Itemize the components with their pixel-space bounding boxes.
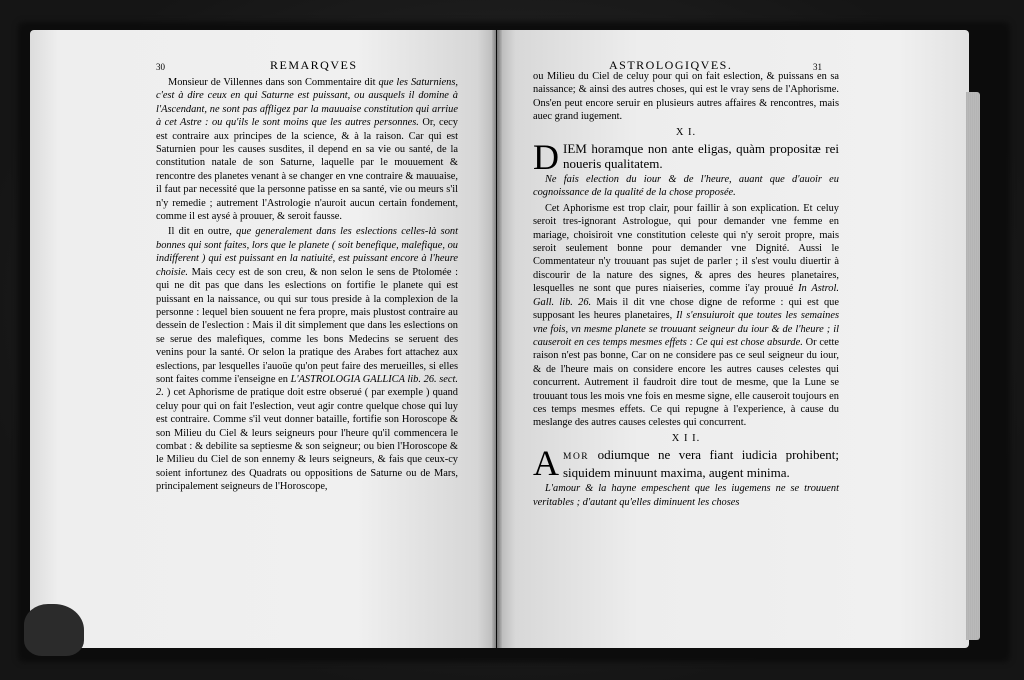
section-xi-dropcap: D bbox=[533, 137, 559, 178]
section-xii-french: L'amour & la hayne empeschent que les iugemens ne se trouuent veritables ; d'autant qu'elles diminuent les choses bbox=[533, 483, 839, 508]
text-run: Mais cecy est de son creu, & non selon le sens de Ptolomée : qui ne dit pas que dans les eslections on fortifie le planete qui est puissant en la naissance, ou qui sur tous preside à la complexion de la personne : lequel bien souuent ne fera propre, mais plustost contraire au dessein de l'eslection : Mais il dit simplement que dans les eslections on se serue des malefiques, comme les bons Medecins se seruent des venins pour la santé. Or selon la pratique des Arabes fort attachez aux eslections, par lesquelles i'auoüe qu'on peut faire des merueilles, si elles sont faites comme i'enseigne en bbox=[156, 266, 458, 385]
text-run: Mais il dit vne chose digne de reforme : qui est que supposant les heures planetaires, bbox=[533, 296, 839, 322]
right-intro-paragraph bbox=[533, 70, 839, 124]
section-xi-commentary bbox=[533, 202, 839, 430]
left-body-text bbox=[156, 76, 458, 496]
right-running-head: ASTROLOGIQVES. bbox=[609, 58, 733, 72]
right-body-text bbox=[533, 70, 839, 511]
section-xi-number: X I. bbox=[675, 126, 697, 138]
left-page-content bbox=[30, 30, 496, 648]
italic-text-run: In Astrol. Gall. lib. 26. bbox=[533, 283, 839, 308]
section-xi-french: Ne fais election du iour & de l'heure, auant que d'auoir eu cognoissance de la qualité de la chose proposée. bbox=[533, 174, 839, 199]
section-xii-latin: odiumque ne vera fiant iudicia prohibent; siquidem minuunt maxima, augent minima. bbox=[563, 447, 839, 481]
section-xi-latin: IEM horamque non ante eligas, quàm propositæ rei noueris qualitatem. bbox=[563, 141, 839, 172]
text-run: ) cet Aphorisme de pratique doit estre obserué ( par exemple ) quand celuy pour qui on fait l'eslection, veut agir contre quelque chose qui luy est contraire. Comme s'il veut donner bataille, fortifie son Horoscope & son Milieu du Ciel & leurs seigneurs pour l'heure qu'il commencera le combat : & debilite sa septiesme & son seigneur; ou bien l'Horoscope & le Milieu du Ciel de son ennemy & leurs seigneurs, & fais que ceux-cy soient infortunez des Quadrats ou oppositions de Saturne ou de Mars, principalement seigneurs de l'Horoscope, bbox=[156, 387, 458, 493]
italic-text-run: L'ASTROLOGIA GALLICA lib. 26. sect. 2. bbox=[156, 373, 459, 399]
text-run: ou Milieu du Ciel de celuy pour qui on fait eslection, & puissans en sa naissance; & ainsi des autres choses, qui est le vray sens de l'Aphorisme. Ons'en peut encore seruir en plusieurs autres affaires & rencontres, mais auec grand iugement. bbox=[533, 71, 839, 123]
section-xii-number: X I I. bbox=[671, 432, 701, 444]
italic-text-run: que generalement dans les eslections celles-là sont bonnes qui sont faites, lors que le planete ( soit benefique, malefique, ou indifferent ) qui est puissant en la natiuité, est puissant encore à l'heure choisie. bbox=[156, 226, 458, 278]
left-running-head: REMARQVES bbox=[270, 58, 358, 72]
section-xii-smallcaps: MOR bbox=[563, 452, 590, 463]
text-run: Il dit en outre, bbox=[168, 226, 237, 238]
right-page-content bbox=[497, 30, 969, 648]
left-paragraph bbox=[156, 225, 458, 493]
section-xi-aphorism bbox=[533, 137, 839, 178]
section-xii-aphorism bbox=[533, 443, 839, 484]
text-run: Or, cecy est contraire aux principes de la science, & à la raison. Car qui est Saturnien pour les causes susdites, il depend en sa vie ou santé, de la constitution natale de son Saturne, laquelle par le mouuement & rencontre des planetes venant à se changer en vne contraire & mauuaise, il faut par necessité que la personne patisse en sa santé, vie ou meurs s'il n'y remedie ; autrement l'Astrologie n'auroit aucun certain fondement, comme il est aysé à prouuer, & seroit fausse. bbox=[156, 117, 458, 223]
italic-text-run: Il s'ensuiuroit que toutes les semaines vne fois, vn mesme planete se trouuant seigneur du iour & de l'heure ; il causeroit en ces temps mesmes effets : Ce qui est chose absurde. bbox=[533, 310, 839, 348]
right-page-number: 31 bbox=[813, 62, 822, 72]
text-run: Monsieur de Villennes dans son Commentaire dit bbox=[168, 77, 379, 88]
text-run: Cet Aphorisme est trop clair, pour faillir à son explication. Et celuy seroit tres-ignorant Astrologue, qui pour demander vne femme en mariage, choisiroit vne constitution celeste qui n'y seroit propre, mais seroit seulement bonne pour demander vne Dignité. Aussi le Commentateur n'y trouuant pas sujet de parler ; il s'est voulu diuertir à discourir de la nature des signes, & apres des heures planetaires, lesquelles ne sont que pures niaiseries, comme i'ay prouué bbox=[533, 202, 839, 295]
text-run: Or cette raison n'est pas bonne, Car on ne considere pas ce seul seigneur du iour, & de l'heure mais on considere encore les autres causes celestes qui concurrent. Autrement il faudroit dire tout de mesme, que la Lune se trouuant tous les mois vne fois en mesme signe, elle causeroit toujours en ces temps mesmes effets. Ce qui repugne à l'experience, à cause du meslange des autres causes celestes qui concurrent. bbox=[533, 336, 840, 429]
left-paragraph bbox=[156, 76, 458, 223]
section-xii-dropcap: A bbox=[533, 443, 559, 484]
italic-text-run: que les Saturniens, c'est à dire ceux en qui Saturne est puissant, ou ausquels il domine à l'Ascendant, ne sont pas affligez par la mauuaise constitution qui arriue à cet Astre : ou qu'ils le sont moins que les autres personnes. bbox=[156, 77, 458, 129]
left-page-number: 30 bbox=[156, 62, 165, 72]
